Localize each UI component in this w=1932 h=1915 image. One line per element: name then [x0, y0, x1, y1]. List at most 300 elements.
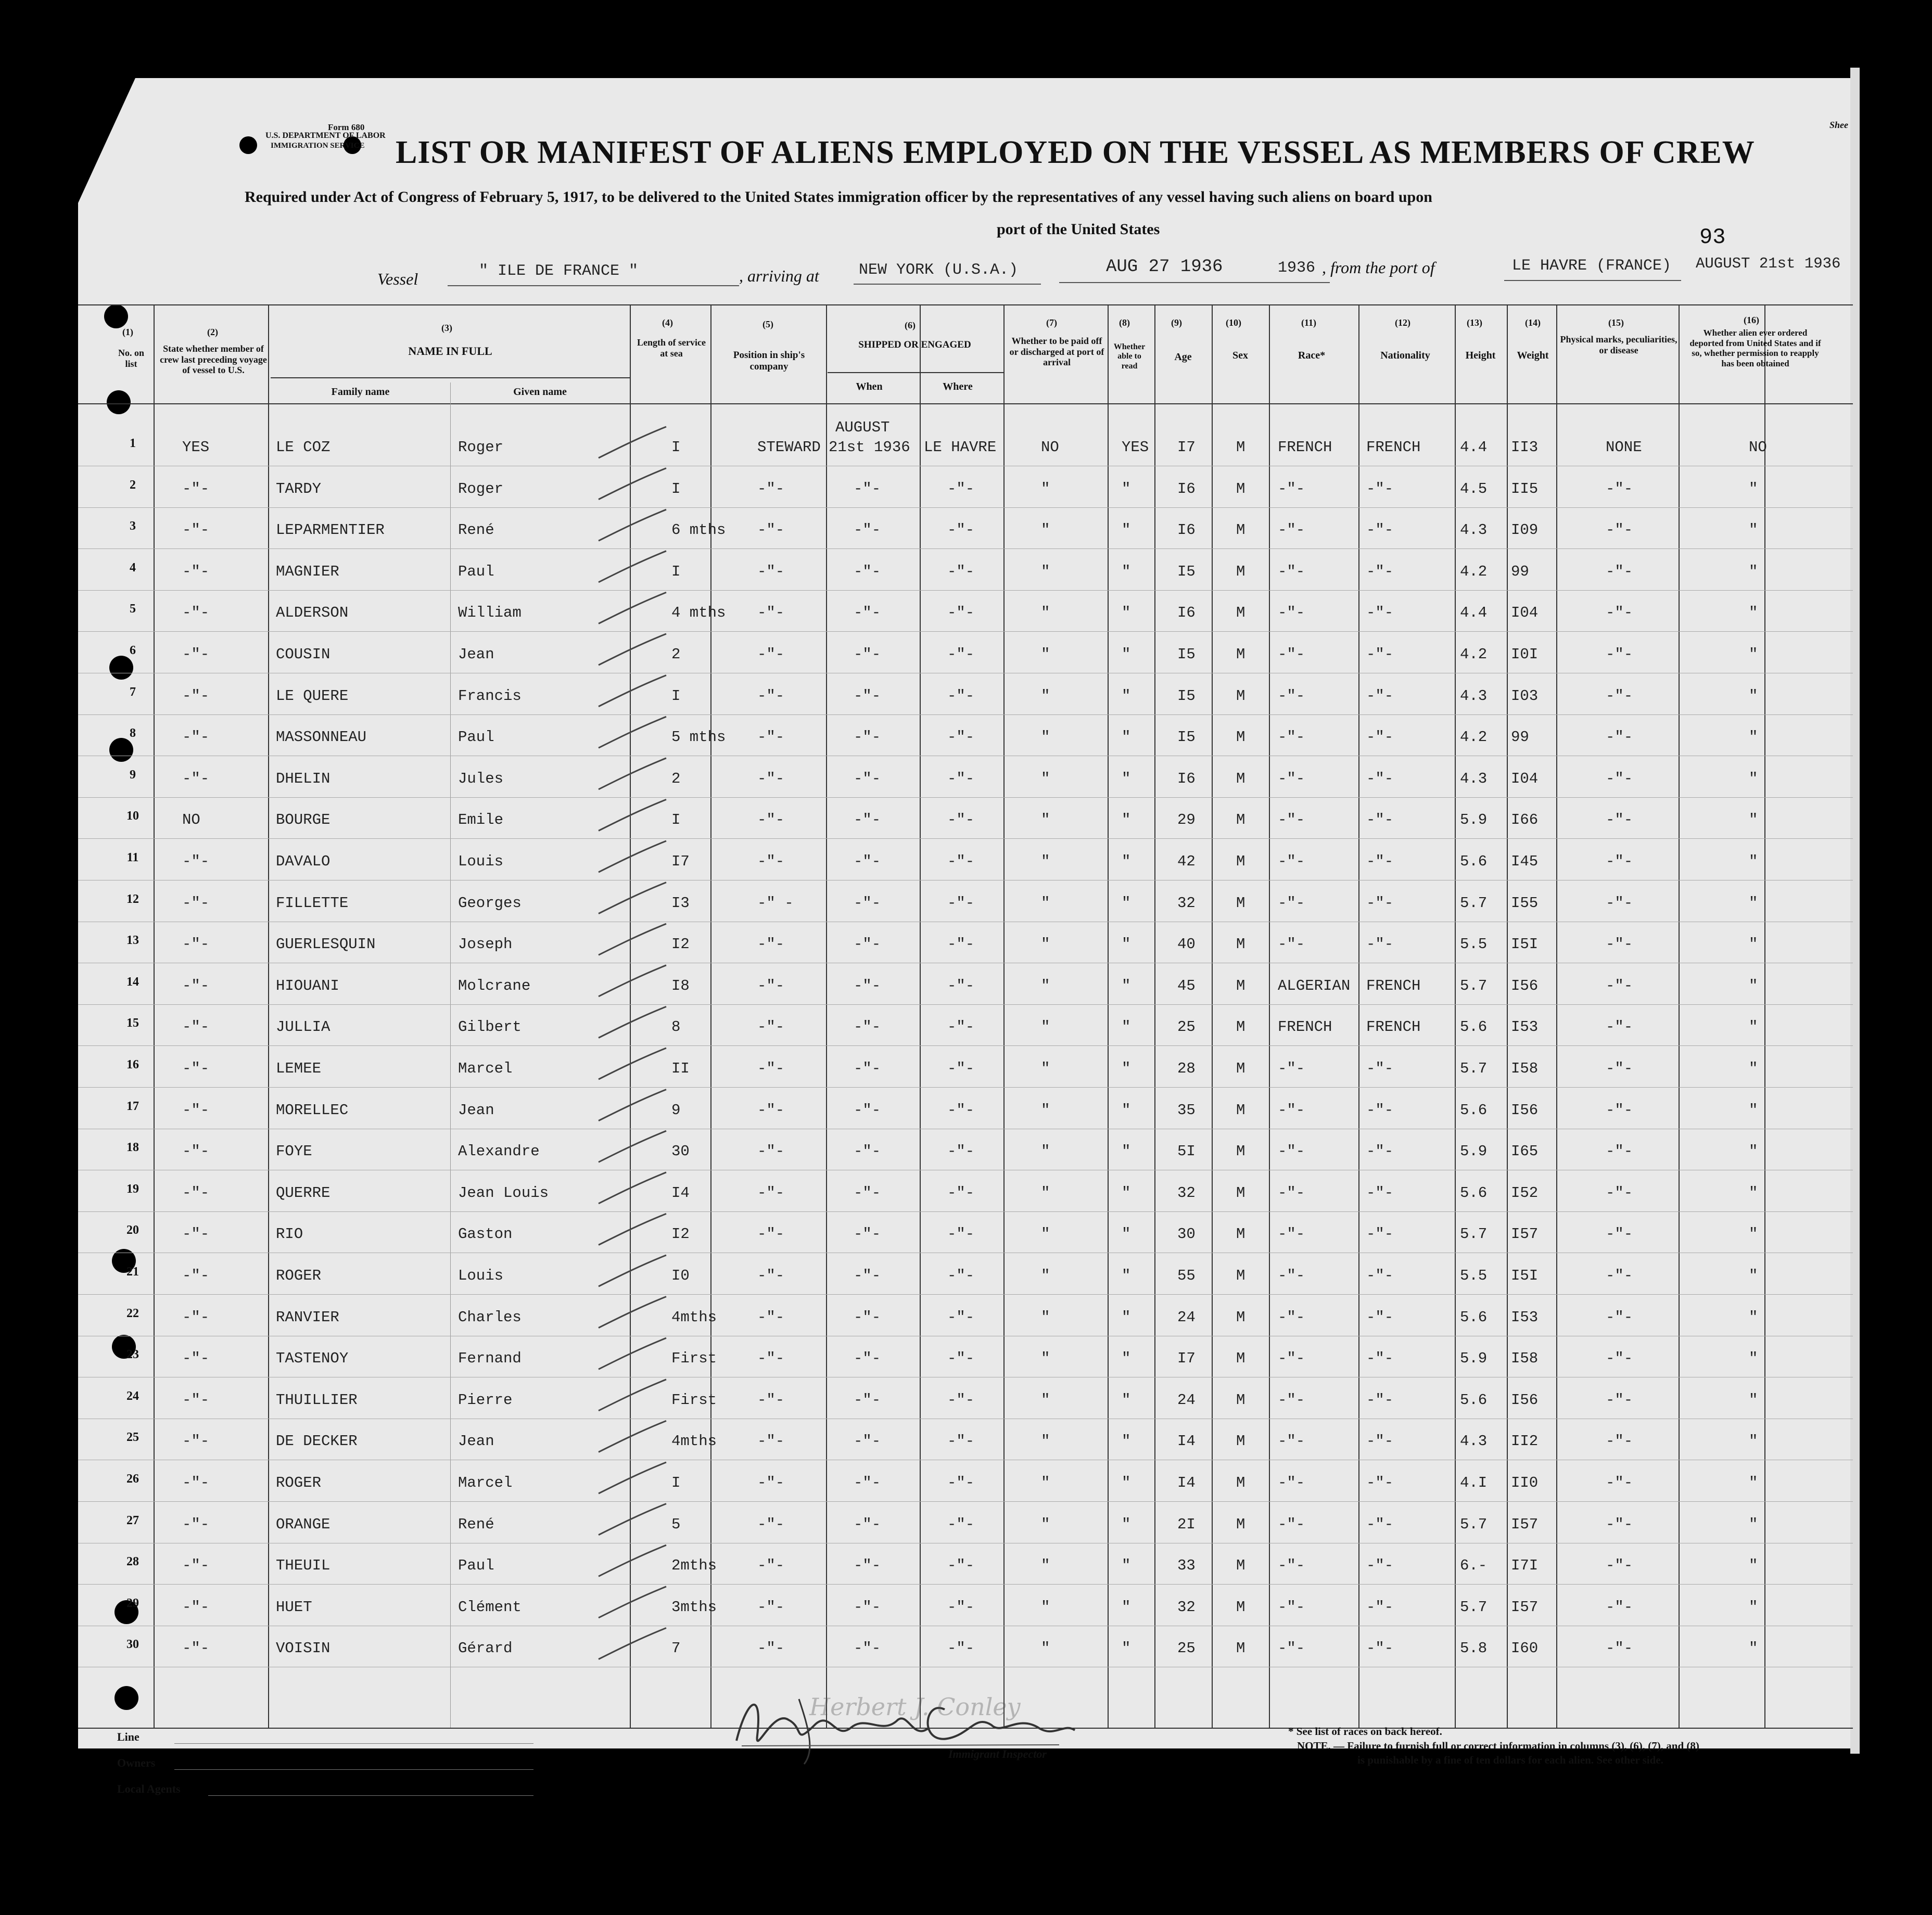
col-header-length-service: Length of service at sea: [637, 337, 706, 359]
shipped-where-cell: -"-: [947, 894, 975, 912]
paid-off-cell: ": [1041, 687, 1050, 705]
deported-cell: ": [1749, 1474, 1758, 1491]
able-to-read-cell: ": [1122, 1018, 1131, 1036]
paid-off-cell: ": [1041, 646, 1050, 663]
weight-cell: I55: [1511, 894, 1539, 912]
age-cell: I4: [1177, 1474, 1196, 1491]
service-length-cell: I: [671, 480, 681, 497]
row-rule: [78, 1004, 1853, 1005]
col-num-10: (10): [1226, 317, 1241, 328]
subheader-given-name: Given name: [513, 386, 567, 398]
height-cell: 4.2: [1460, 729, 1488, 746]
service-length-cell: 30: [671, 1143, 690, 1160]
subheader-where: Where: [943, 381, 973, 392]
tick-mark: [599, 1006, 666, 1038]
sex-cell: M: [1236, 1557, 1245, 1575]
height-cell: 5.6: [1460, 1391, 1488, 1409]
sex-cell: M: [1236, 1350, 1245, 1368]
col-header-weight: Weight: [1517, 350, 1549, 361]
able-to-read-cell: ": [1122, 936, 1131, 953]
tick-mark: [599, 634, 666, 665]
physical-marks-cell: -"-: [1606, 1350, 1633, 1368]
given-name-cell: Roger: [458, 439, 504, 456]
family-name-cell: JULLIA: [276, 1018, 331, 1036]
local-agents-label: Local Agents: [117, 1782, 181, 1795]
row-rule: [78, 1294, 1853, 1295]
deported-cell: ": [1749, 521, 1758, 539]
shipped-when-cell: -"-: [854, 1101, 881, 1119]
family-name-cell: FILLETTE: [276, 894, 349, 912]
col-header-name: NAME IN FULL: [408, 344, 492, 358]
weight-cell: II0: [1511, 1474, 1539, 1491]
nationality-cell: -"-: [1366, 1184, 1394, 1202]
column-rule: [1455, 304, 1456, 1728]
paid-off-cell: ": [1041, 977, 1050, 994]
prev-voyage-cell: -"-: [182, 1101, 210, 1119]
shipped-where-cell: -"-: [947, 1640, 975, 1657]
family-name-cell: COUSIN: [276, 646, 331, 663]
sex-cell: M: [1236, 1184, 1245, 1202]
physical-marks-cell: -"-: [1606, 1225, 1633, 1243]
prev-voyage-cell: -"-: [182, 1184, 210, 1202]
sex-cell: M: [1236, 1640, 1245, 1657]
able-to-read-cell: ": [1122, 1391, 1131, 1409]
deported-cell: ": [1749, 1308, 1758, 1326]
physical-marks-cell: -"-: [1606, 1598, 1633, 1616]
service-length-cell: I8: [671, 977, 690, 994]
race-cell: -"-: [1278, 604, 1305, 622]
prev-voyage-cell: -"-: [182, 1391, 210, 1409]
given-name-cell: Alexandre: [458, 1143, 540, 1160]
row-number: 15: [126, 1016, 139, 1030]
shipped-when-cell: -"-: [854, 1515, 881, 1533]
weight-cell: I56: [1511, 1101, 1539, 1119]
row-number: 29: [126, 1596, 139, 1610]
able-to-read-cell: ": [1122, 894, 1131, 912]
row-number: 12: [126, 892, 139, 906]
service-length-cell: I: [671, 563, 681, 580]
given-name-cell: Gérard: [458, 1640, 513, 1657]
sex-cell: M: [1236, 480, 1245, 497]
paid-off-cell: ": [1041, 1308, 1050, 1326]
shipped-when-cell: -"-: [854, 687, 881, 705]
deported-cell: ": [1749, 604, 1758, 622]
family-name-cell: ROGER: [276, 1267, 322, 1284]
height-cell: 5.9: [1460, 1143, 1488, 1160]
signature-text: Herbert J. Conley: [809, 1693, 1021, 1721]
shipped-when-cell: -"-: [854, 977, 881, 994]
shipped-where-cell: -"-: [947, 811, 975, 829]
paid-off-cell: ": [1041, 1267, 1050, 1284]
prev-voyage-cell: -"-: [182, 770, 210, 787]
prev-voyage-cell: -"-: [182, 1474, 210, 1491]
weight-cell: I52: [1511, 1184, 1539, 1202]
service-length-cell: 6 mths: [671, 521, 726, 539]
service-length-cell: 3mths: [671, 1598, 717, 1616]
deported-cell: ": [1749, 936, 1758, 953]
weight-cell: I04: [1511, 770, 1539, 787]
subtitle-line-2: port of the United States: [997, 221, 1160, 238]
service-length-cell: 9: [671, 1101, 681, 1119]
column-rule: [1358, 304, 1359, 1728]
col-num-5: (5): [762, 319, 773, 329]
shipped-when-cell: -"-: [854, 646, 881, 663]
position-cell: -"-: [757, 853, 785, 870]
sex-cell: M: [1236, 977, 1245, 994]
row-number: 4: [130, 560, 136, 574]
row-number: 20: [126, 1223, 139, 1237]
deported-cell: ": [1749, 1267, 1758, 1284]
given-name-cell: Emile: [458, 811, 504, 829]
age-cell: I5: [1177, 563, 1196, 580]
physical-marks-cell: -"-: [1606, 1143, 1633, 1160]
weight-cell: I57: [1511, 1598, 1539, 1616]
row-number: 3: [130, 519, 136, 533]
col-header-age: Age: [1174, 351, 1192, 363]
inspector-label: Immigrant Inspector: [948, 1747, 1047, 1760]
tick-mark: [599, 675, 666, 707]
service-length-cell: I3: [671, 894, 690, 912]
race-cell: -"-: [1278, 811, 1305, 829]
nationality-cell: -"-: [1366, 1557, 1394, 1575]
able-to-read-cell: ": [1122, 1308, 1131, 1326]
age-cell: I5: [1177, 646, 1196, 663]
tick-mark: [599, 924, 666, 955]
sex-cell: M: [1236, 1267, 1245, 1284]
given-name-cell: Francis: [458, 687, 522, 705]
row-number: 21: [126, 1265, 139, 1279]
service-length-cell: 4mths: [671, 1433, 717, 1450]
row-rule: [78, 1584, 1853, 1585]
able-to-read-cell: ": [1122, 1598, 1131, 1616]
sex-cell: M: [1236, 853, 1245, 870]
col-header-nationality: Nationality: [1380, 350, 1430, 361]
clipped-corner: [78, 78, 135, 203]
service-length-cell: First: [671, 1391, 717, 1409]
able-to-read-cell: ": [1122, 1267, 1131, 1284]
height-cell: 5.7: [1460, 894, 1488, 912]
age-cell: I7: [1177, 439, 1196, 456]
deported-cell: ": [1749, 1184, 1758, 1202]
given-name-cell: Fernand: [458, 1350, 522, 1368]
physical-marks-cell: -"-: [1606, 894, 1633, 912]
prev-voyage-cell: -"-: [182, 1225, 210, 1243]
tick-mark: [599, 1545, 666, 1576]
position-cell: -"-: [757, 1225, 785, 1243]
shipped-when-cell: -"-: [854, 1018, 881, 1036]
family-name-cell: MAGNIER: [276, 563, 339, 580]
tick-mark: [599, 1587, 666, 1618]
tick-mark: [599, 1255, 666, 1286]
position-cell: -"-: [757, 1060, 785, 1077]
race-cell: FRENCH: [1278, 1018, 1332, 1036]
shipped-when-cell: -"-: [854, 811, 881, 829]
column-rule: [1556, 304, 1557, 1728]
deported-cell: ": [1749, 1433, 1758, 1450]
physical-marks-cell: -"-: [1606, 1433, 1633, 1450]
service-length-cell: I7: [671, 853, 690, 870]
tick-mark: [599, 1297, 666, 1328]
family-name-cell: HIOUANI: [276, 977, 339, 994]
paid-off-cell: ": [1041, 770, 1050, 787]
position-cell: -"-: [757, 521, 785, 539]
races-note: * See list of races on back hereof.: [1288, 1725, 1442, 1738]
physical-marks-cell: -"-: [1606, 1515, 1633, 1533]
shipped-when-cell: -"-: [854, 1308, 881, 1326]
race-cell: -"-: [1278, 646, 1305, 663]
given-name-cell: Louis: [458, 1267, 504, 1284]
physical-marks-cell: -"-: [1606, 977, 1633, 994]
department-label: U.S. DEPARTMENT OF LABOR: [265, 131, 386, 140]
age-cell: I6: [1177, 604, 1196, 622]
column-rule: [826, 304, 827, 1728]
deported-cell: ": [1749, 1060, 1758, 1077]
able-to-read-cell: YES: [1122, 439, 1149, 456]
race-cell: -"-: [1278, 1598, 1305, 1616]
physical-marks-cell: -"-: [1606, 1640, 1633, 1657]
paid-off-cell: ": [1041, 1515, 1050, 1533]
prev-voyage-cell: -"-: [182, 521, 210, 539]
nationality-cell: -"-: [1366, 936, 1394, 953]
row-number: 13: [126, 934, 139, 948]
prev-voyage-cell: -"-: [182, 977, 210, 994]
col-header-no: No. on list: [118, 348, 144, 369]
crew-table: [78, 304, 1853, 1728]
nationality-cell: -"-: [1366, 1350, 1394, 1368]
family-name-cell: THUILLIER: [276, 1391, 358, 1409]
race-cell: -"-: [1278, 1515, 1305, 1533]
prev-voyage-cell: -"-: [182, 729, 210, 746]
row-rule: [78, 1501, 1853, 1502]
able-to-read-cell: ": [1122, 853, 1131, 870]
prev-voyage-cell: -"-: [182, 894, 210, 912]
nationality-cell: -"-: [1366, 1515, 1394, 1533]
tick-mark: [599, 468, 666, 500]
position-cell: -"-: [757, 1433, 785, 1450]
nationality-cell: -"-: [1366, 521, 1394, 539]
service-length-cell: 8: [671, 1018, 681, 1036]
age-cell: I7: [1177, 1350, 1196, 1368]
position-cell: -"-: [757, 1640, 785, 1657]
tick-mark: [599, 883, 666, 914]
age-cell: 35: [1177, 1101, 1196, 1119]
tick-mark: [599, 1421, 666, 1452]
prev-voyage-cell: -"-: [182, 936, 210, 953]
col-header-height: Height: [1465, 350, 1496, 361]
age-cell: I5: [1177, 687, 1196, 705]
service-length-cell: I4: [671, 1184, 690, 1202]
shipped-month-cell: AUGUST: [835, 419, 890, 436]
col-num-6: (6): [905, 320, 916, 330]
row-number: 22: [126, 1306, 139, 1320]
family-name-cell: LEPARMENTIER: [276, 521, 385, 539]
nationality-cell: -"-: [1366, 646, 1394, 663]
height-cell: 6.-: [1460, 1557, 1488, 1575]
age-cell: 2I: [1177, 1515, 1196, 1533]
nationality-cell: FRENCH: [1366, 1018, 1421, 1036]
departure-underline: [1504, 280, 1681, 281]
shipped-when-cell: -"-: [854, 604, 881, 622]
line-label: Line: [117, 1730, 139, 1743]
deported-cell: ": [1749, 894, 1758, 912]
physical-marks-cell: -"-: [1606, 1391, 1633, 1409]
prev-voyage-cell: -"-: [182, 563, 210, 580]
position-cell: -"-: [757, 811, 785, 829]
col-num-15: (15): [1608, 317, 1624, 328]
able-to-read-cell: ": [1122, 1640, 1131, 1657]
race-cell: -"-: [1278, 894, 1305, 912]
weight-cell: I57: [1511, 1225, 1539, 1243]
row-number: 19: [126, 1182, 139, 1196]
race-cell: -"-: [1278, 1350, 1305, 1368]
shipped-when-cell: -"-: [854, 521, 881, 539]
family-name-cell: TARDY: [276, 480, 322, 497]
height-cell: 5.6: [1460, 1101, 1488, 1119]
given-name-cell: Gaston: [458, 1225, 513, 1243]
tick-mark: [599, 1338, 666, 1369]
given-name-cell: Paul: [458, 1557, 494, 1575]
shipped-where-cell: -"-: [947, 604, 975, 622]
race-cell: -"-: [1278, 1308, 1305, 1326]
age-cell: 45: [1177, 977, 1196, 994]
age-cell: I6: [1177, 480, 1196, 497]
service-length-cell: 2: [671, 646, 681, 663]
column-rule: [1154, 304, 1155, 1728]
able-to-read-cell: ": [1122, 1557, 1131, 1575]
row-rule: [78, 714, 1853, 715]
deported-cell: ": [1749, 1515, 1758, 1533]
arrival-date-stamp: AUG 27 1936: [1106, 257, 1223, 277]
race-cell: -"-: [1278, 770, 1305, 787]
age-cell: 30: [1177, 1225, 1196, 1243]
deported-cell: ": [1749, 1225, 1758, 1243]
height-cell: 5.6: [1460, 1184, 1488, 1202]
nationality-cell: -"-: [1366, 811, 1394, 829]
column-rule: [1108, 304, 1109, 1728]
able-to-read-cell: ": [1122, 1433, 1131, 1450]
position-cell: -"-: [757, 1391, 785, 1409]
paid-off-cell: ": [1041, 1640, 1050, 1657]
service-length-cell: 5: [671, 1515, 681, 1533]
physical-marks-cell: -"-: [1606, 770, 1633, 787]
able-to-read-cell: ": [1122, 480, 1131, 497]
sex-cell: M: [1236, 1101, 1245, 1119]
row-rule: [78, 1045, 1853, 1046]
race-cell: -"-: [1278, 729, 1305, 746]
paid-off-cell: ": [1041, 936, 1050, 953]
height-cell: 4.4: [1460, 439, 1488, 456]
column-rule: [1212, 304, 1213, 1728]
given-name-cell: Jean: [458, 1101, 494, 1119]
col-header-physical-marks: Physical marks, peculiarities, or disease: [1560, 334, 1677, 355]
shipped-when-cell: -"-: [854, 1143, 881, 1160]
col-num-4: (4): [662, 317, 673, 328]
family-name-cell: QUERRE: [276, 1184, 331, 1202]
line-field: [174, 1743, 533, 1744]
prev-voyage-cell: -"-: [182, 1308, 210, 1326]
able-to-read-cell: ": [1122, 977, 1131, 994]
row-number: 16: [126, 1058, 139, 1071]
sex-cell: M: [1236, 439, 1245, 456]
race-cell: -"-: [1278, 480, 1305, 497]
penalty-note-2: is punishable by a fine of ten dollars for each alien. See other side.: [1357, 1754, 1663, 1766]
paid-off-cell: ": [1041, 1018, 1050, 1036]
agents-field: [208, 1795, 533, 1796]
age-cell: 29: [1177, 811, 1196, 829]
race-cell: ALGERIAN: [1278, 977, 1351, 994]
table-top-rule: [78, 304, 1853, 305]
prev-voyage-cell: -"-: [182, 1557, 210, 1575]
given-name-cell: Charles: [458, 1308, 522, 1326]
deported-cell: ": [1749, 480, 1758, 497]
weight-cell: II5: [1511, 480, 1539, 497]
subheader-when: When: [856, 381, 883, 392]
service-length-cell: I: [671, 1474, 681, 1491]
deported-cell: ": [1749, 977, 1758, 994]
able-to-read-cell: ": [1122, 1474, 1131, 1491]
col-header-shipped: SHIPPED OR ENGAGED: [858, 339, 971, 350]
shipped-where-cell: -"-: [947, 521, 975, 539]
shipped-when-cell: -"-: [854, 1474, 881, 1491]
family-name-cell: VOISIN: [276, 1640, 331, 1657]
nationality-cell: FRENCH: [1366, 439, 1421, 456]
height-cell: 4.3: [1460, 770, 1488, 787]
row-number: 1: [130, 437, 136, 450]
paid-off-cell: ": [1041, 1433, 1050, 1450]
shipped-when-cell: -"-: [854, 480, 881, 497]
row-number: 7: [130, 685, 136, 699]
departure-date: AUGUST 21st 1936: [1696, 255, 1841, 272]
given-name-cell: Joseph: [458, 936, 513, 953]
tick-mark: [599, 965, 666, 997]
departure-port: LE HAVRE (FRANCE): [1512, 257, 1672, 275]
given-name-cell: Georges: [458, 894, 522, 912]
sex-cell: M: [1236, 646, 1245, 663]
family-name-cell: LE QUERE: [276, 687, 349, 705]
height-cell: 5.9: [1460, 811, 1488, 829]
physical-marks-cell: -"-: [1606, 729, 1633, 746]
paid-off-cell: ": [1041, 1143, 1050, 1160]
height-cell: 5.7: [1460, 1598, 1488, 1616]
family-name-cell: LEMEE: [276, 1060, 322, 1077]
prev-voyage-cell: -"-: [182, 1267, 210, 1284]
sex-cell: M: [1236, 1060, 1245, 1077]
weight-cell: I58: [1511, 1350, 1539, 1368]
deported-cell: ": [1749, 1018, 1758, 1036]
age-cell: 40: [1177, 936, 1196, 953]
given-name-cell: Jean Louis: [458, 1184, 549, 1202]
shipped-where-cell: -"-: [947, 977, 975, 994]
prev-voyage-cell: -"-: [182, 1018, 210, 1036]
position-cell: -"-: [757, 1598, 785, 1616]
deported-cell: ": [1749, 1101, 1758, 1119]
position-cell: -"-: [757, 1018, 785, 1036]
shipped-where-cell: -"-: [947, 646, 975, 663]
tick-mark: [599, 1628, 666, 1659]
able-to-read-cell: ": [1122, 770, 1131, 787]
able-to-read-cell: ": [1122, 646, 1131, 663]
row-number: 26: [126, 1472, 139, 1486]
weight-cell: 99: [1511, 729, 1529, 746]
family-name-cell: ORANGE: [276, 1515, 331, 1533]
shipped-when-cell: -"-: [854, 1060, 881, 1077]
shipped-where-cell: -"-: [947, 1515, 975, 1533]
given-name-cell: Clément: [458, 1598, 522, 1616]
row-number: 2: [130, 478, 136, 492]
family-name-cell: MORELLEC: [276, 1101, 349, 1119]
nationality-cell: -"-: [1366, 604, 1394, 622]
given-name-cell: René: [458, 1515, 494, 1533]
